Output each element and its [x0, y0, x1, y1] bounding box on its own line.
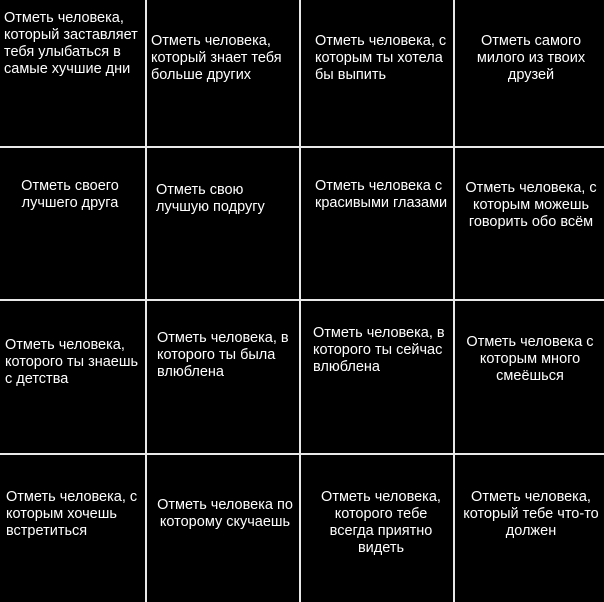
- grid-cell: Отметь человека, которого ты знаешь с детства: [5, 337, 139, 387]
- grid-cell: Отметь человека, в которого ты сейчас влюблена: [313, 325, 445, 375]
- grid-cell: Отметь самого милого из твоих друзей: [476, 33, 586, 83]
- grid-divider: [0, 453, 604, 455]
- grid-cell: Отметь человека, с которым хочешь встретиться: [6, 489, 138, 539]
- grid-cell: Отметь своего лучшего друга: [21, 178, 119, 211]
- grid-cell: Отметь человека с красивыми глазами: [315, 178, 448, 211]
- grid-cell: Отметь человека, который заставляет тебя улыбаться в самые хучшие дни: [4, 10, 138, 77]
- grid-cell: Отметь человека по которому скучаешь: [157, 497, 293, 530]
- grid-divider: [0, 146, 604, 148]
- grid-cell: Отметь человека, с которым можешь говорить обо всём: [465, 180, 597, 230]
- grid-cell: Отметь человека, которого тебе всегда приятно видеть: [321, 489, 441, 556]
- grid-cell: Отметь человека, с которым ты хотела бы выпить: [315, 33, 447, 83]
- grid-cell: Отметь человека с которым много смеёшься: [466, 334, 594, 384]
- grid-divider: [299, 0, 301, 602]
- grid-cell: Отметь человека, в которого ты была влюблена: [157, 330, 289, 380]
- grid-cell: Отметь человека, который тебе что-то должен: [463, 489, 599, 539]
- grid-divider: [0, 299, 604, 301]
- grid-cell: Отметь человека, который знает тебя больше других: [151, 33, 282, 83]
- grid-cell: Отметь свою лучшую подругу: [156, 182, 265, 215]
- grid-divider: [453, 0, 455, 602]
